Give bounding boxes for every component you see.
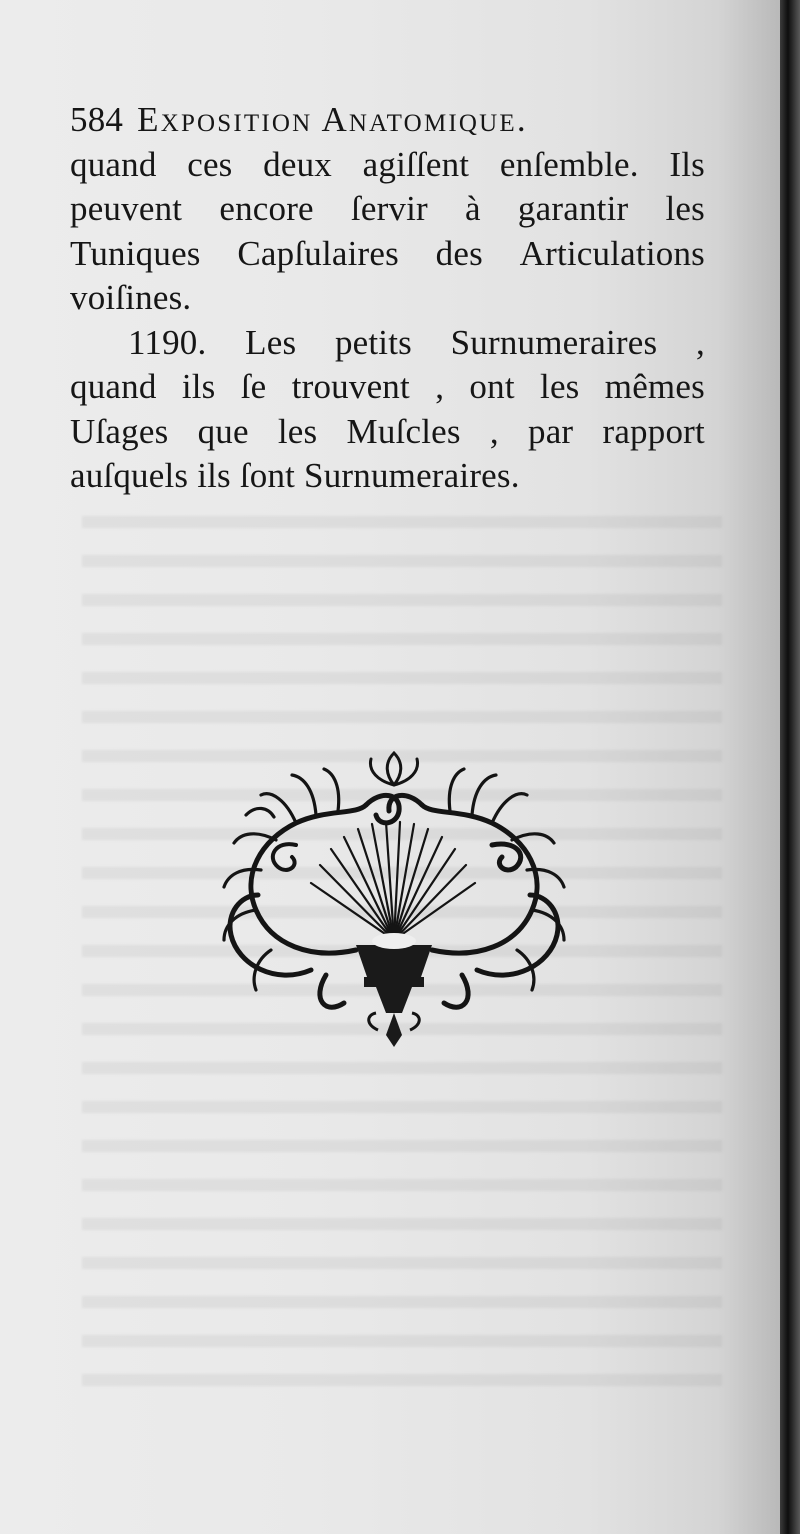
- word: les: [665, 189, 705, 228]
- word: ils: [197, 456, 231, 495]
- word: ,: [696, 322, 705, 362]
- word: Surnumeraires.: [304, 456, 520, 495]
- word: Les: [245, 322, 297, 362]
- word: ont: [469, 367, 515, 406]
- text-line: [70, 143, 705, 188]
- word: les: [540, 367, 580, 406]
- word: auſquels: [70, 456, 189, 495]
- word: Uſages: [70, 411, 169, 451]
- text-line: [70, 187, 705, 232]
- word: Tuniques: [70, 233, 201, 273]
- running-head: [70, 98, 705, 143]
- word: Muſcles: [346, 411, 461, 451]
- word: quand: [70, 367, 157, 406]
- page-number: 584: [70, 100, 124, 139]
- word: Articulations: [519, 233, 705, 273]
- word: ſe: [240, 367, 267, 406]
- word: par: [528, 411, 574, 451]
- word: petits: [334, 322, 412, 362]
- running-title: Exposition Anatomique.: [137, 100, 528, 139]
- word: ,: [435, 367, 445, 406]
- word: trouvent: [291, 367, 410, 406]
- word: ces: [187, 144, 233, 184]
- paragraph-number: 1190.: [128, 322, 207, 362]
- word: deux: [263, 144, 332, 184]
- word: quand: [70, 144, 157, 184]
- word: mêmes: [604, 367, 705, 406]
- paragraph-1: [70, 143, 705, 321]
- word: ,: [489, 411, 499, 451]
- vase-base: [356, 945, 432, 1047]
- word: que: [197, 411, 249, 451]
- crest: [370, 753, 417, 785]
- word: ſervir: [350, 189, 428, 228]
- word: à: [465, 189, 481, 228]
- text-line: [70, 232, 705, 277]
- page-text: [70, 98, 705, 499]
- text-line: [70, 276, 705, 321]
- word: enſemble.: [499, 144, 639, 184]
- word: des: [435, 233, 483, 273]
- word: ils: [181, 367, 216, 406]
- text-line: [70, 365, 705, 410]
- text-line: [70, 454, 705, 499]
- word: rapport: [602, 411, 705, 451]
- tailpiece-ornament-icon: [216, 745, 572, 1050]
- word: Capſulaires: [237, 233, 399, 273]
- text-line: [70, 321, 705, 366]
- word: encore: [219, 189, 314, 228]
- word: peuvent: [70, 189, 183, 228]
- word: Surnumeraires: [450, 322, 658, 362]
- word: les: [277, 411, 318, 451]
- word: voiſines.: [70, 278, 192, 317]
- word: agiſſent: [362, 144, 470, 184]
- paragraph-2: [70, 321, 705, 499]
- word: Ils: [669, 144, 705, 184]
- word: garantir: [517, 189, 629, 228]
- text-line: [70, 410, 705, 455]
- word: ſont: [239, 456, 296, 495]
- sunburst-rays: [311, 822, 475, 940]
- page-spine-shadow: [780, 0, 800, 1534]
